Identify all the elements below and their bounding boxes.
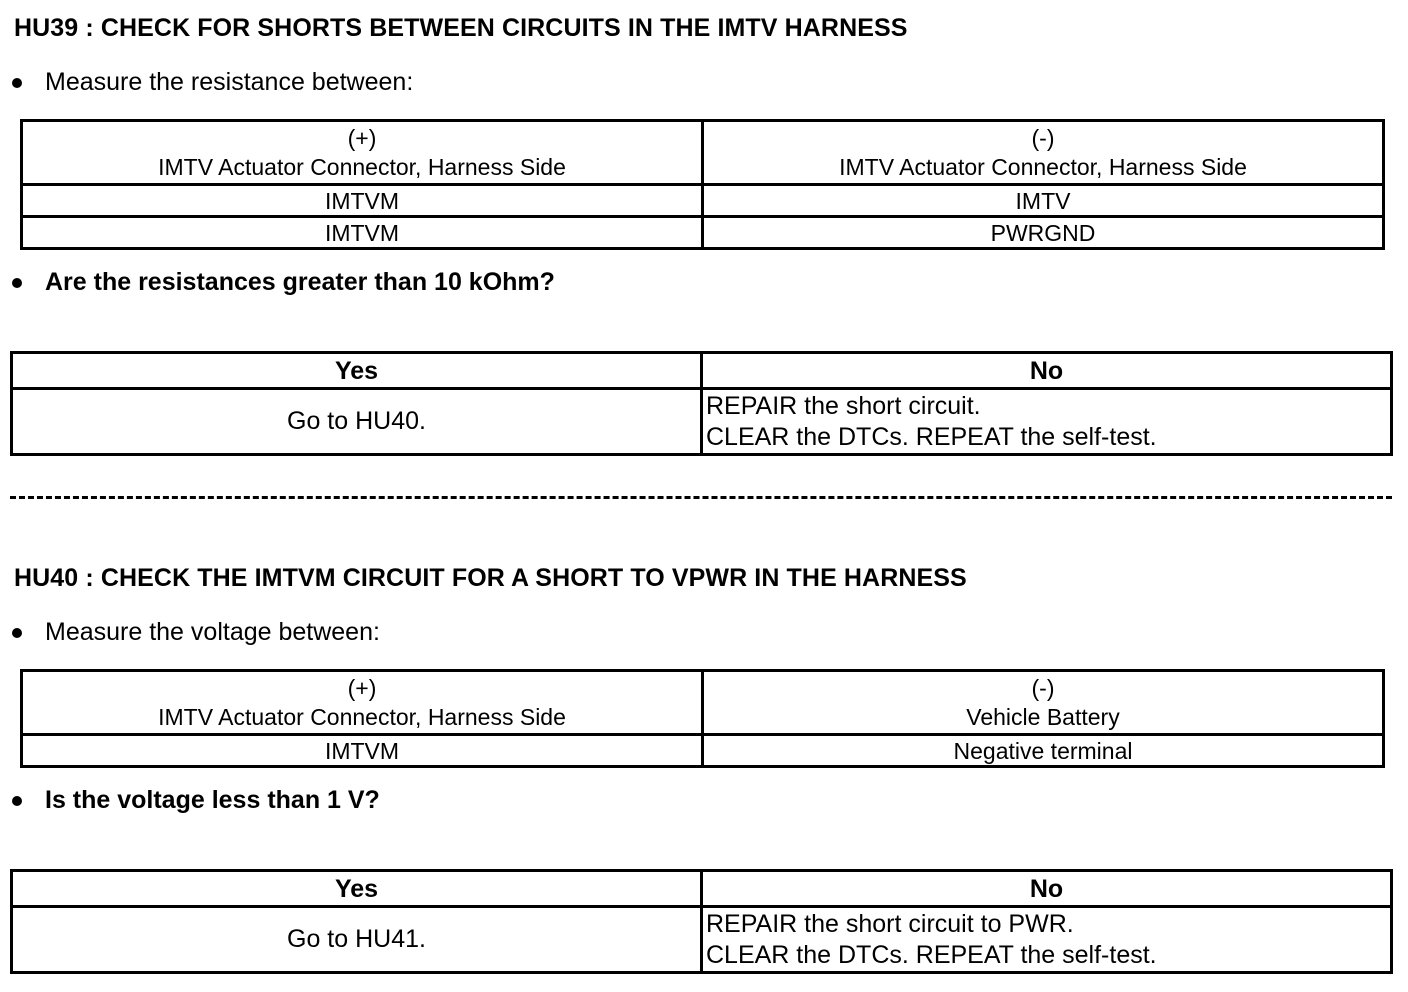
result-table-hu40 [10, 869, 1393, 974]
table-row [22, 735, 1384, 767]
positive-location: IMTV Actuator Connector, Harness Side [158, 153, 566, 180]
no-header: No [702, 871, 1392, 907]
negative-sign: (-) [1031, 124, 1055, 151]
instruction-text: Measure the voltage between: [45, 618, 380, 646]
negative-pin-cell: IMTV [703, 185, 1384, 217]
table-header-row [12, 353, 1392, 389]
table-row [22, 185, 1384, 217]
question-text: Are the resistances greater than 10 kOhm? [45, 268, 555, 296]
bullet-icon [12, 796, 22, 806]
table-row [12, 389, 1392, 455]
instruction-text: Measure the resistance between: [45, 68, 414, 96]
section-divider [10, 496, 1392, 499]
table-row [22, 217, 1384, 249]
measurement-table-hu40 [20, 669, 1385, 768]
positive-probe-header [22, 121, 703, 185]
question-hu39 [12, 268, 555, 297]
positive-pin-cell: IMTVM [22, 735, 703, 767]
section-heading-hu40: HU40 : CHECK THE IMTVM CIRCUIT FOR A SHORT TO VPWR IN THE HARNESS [14, 564, 967, 592]
instruction-hu40 [12, 618, 380, 647]
negative-probe-header [703, 671, 1384, 735]
bullet-icon [12, 78, 22, 88]
positive-location: IMTV Actuator Connector, Harness Side [158, 703, 566, 730]
negative-sign: (-) [1031, 674, 1055, 701]
no-action-cell [702, 907, 1392, 973]
negative-location: Vehicle Battery [966, 703, 1120, 730]
table-header-row [12, 871, 1392, 907]
table-row [12, 907, 1392, 973]
no-action-line: CLEAR the DTCs. REPEAT the self-test. [706, 940, 1157, 969]
yes-header: Yes [12, 353, 702, 389]
table-header-row [22, 671, 1384, 735]
section-heading-hu39: HU39 : CHECK FOR SHORTS BETWEEN CIRCUITS IN THE IMTV HARNESS [14, 14, 908, 42]
yes-action-cell: Go to HU41. [12, 907, 702, 973]
positive-pin-cell: IMTVM [22, 185, 703, 217]
positive-probe-header [22, 671, 703, 735]
measurement-table-hu39 [20, 119, 1385, 250]
negative-location: IMTV Actuator Connector, Harness Side [839, 153, 1247, 180]
instruction-hu39 [12, 68, 413, 97]
no-action-line: CLEAR the DTCs. REPEAT the self-test. [706, 422, 1157, 451]
yes-header: Yes [12, 871, 702, 907]
no-header: No [702, 353, 1392, 389]
result-table-hu39 [10, 351, 1393, 456]
no-action-line: REPAIR the short circuit to PWR. [706, 909, 1074, 938]
negative-pin-cell: PWRGND [703, 217, 1384, 249]
question-text: Is the voltage less than 1 V? [45, 786, 380, 814]
positive-sign: (+) [347, 674, 377, 701]
yes-action-cell: Go to HU40. [12, 389, 702, 455]
no-action-cell [702, 389, 1392, 455]
negative-pin-cell: Negative terminal [703, 735, 1384, 767]
question-hu40 [12, 786, 380, 815]
negative-probe-header [703, 121, 1384, 185]
no-action-line: REPAIR the short circuit. [706, 391, 981, 420]
positive-sign: (+) [347, 124, 377, 151]
table-header-row [22, 121, 1384, 185]
positive-pin-cell: IMTVM [22, 217, 703, 249]
bullet-icon [12, 628, 22, 638]
bullet-icon [12, 278, 22, 288]
